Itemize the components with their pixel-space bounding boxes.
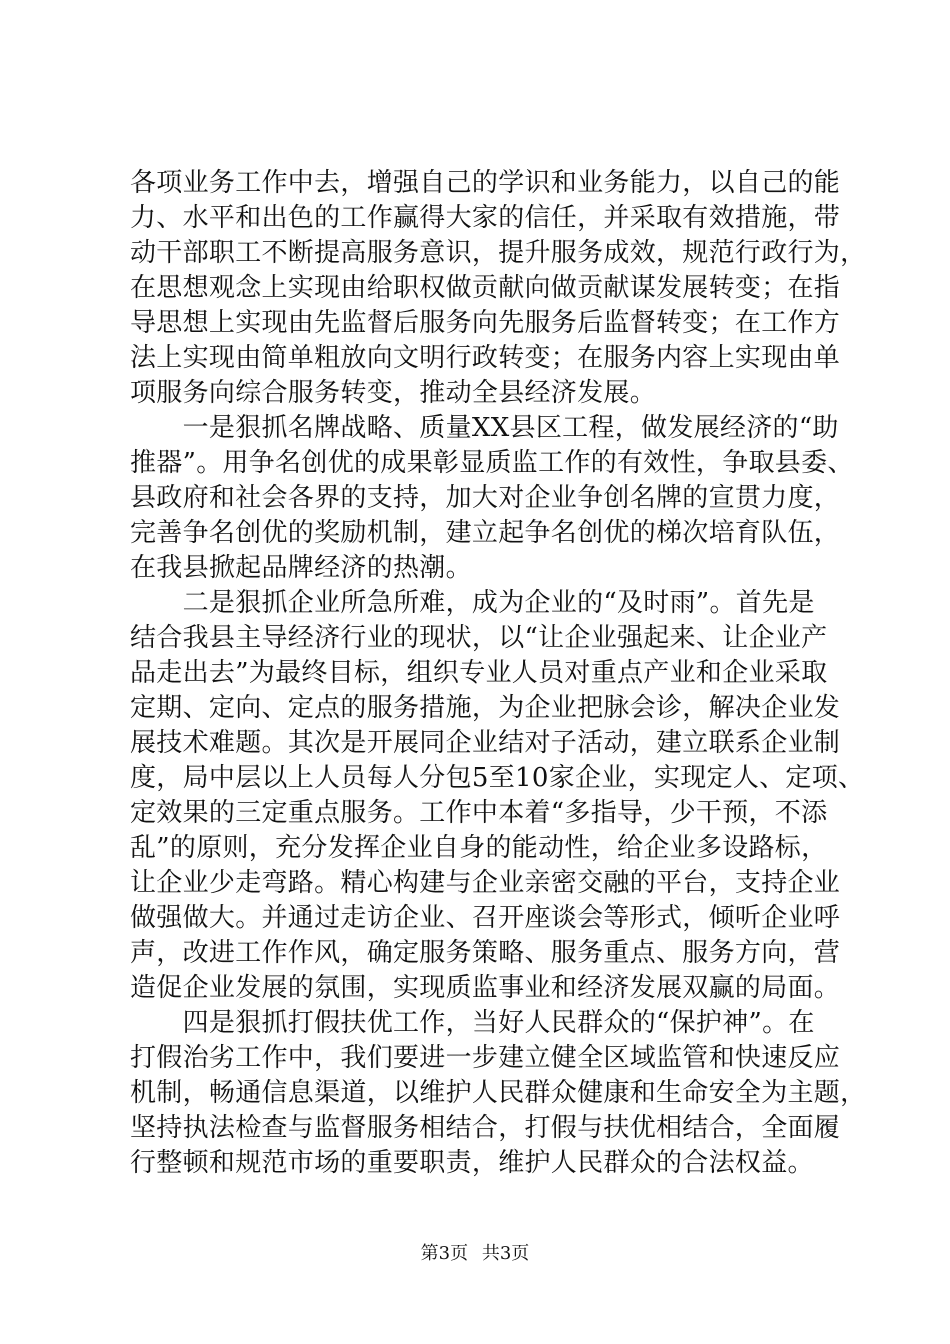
text-line: 在我县掀起品牌经济的热潮。 [130,553,472,583]
page-footer [0,1243,950,1265]
text-line: 推器”。用争名创优的成果彰显质监工作的有效性，争取县委、 [130,448,854,478]
text-line: 一是狠抓名牌战略、质量XX县区工程，做发展经济的“助 [130,413,839,443]
text-line: 行整顿和规范市场的重要职责，维护人民群众的合法权益。 [130,1148,814,1178]
text-line: 机制，畅通信息渠道，以维护人民群众健康和生命安全为主题， [130,1078,867,1108]
text-line: 各项业务工作中去，增强自己的学识和业务能力，以自己的能 [130,168,841,198]
text-line: 结合我县主导经济行业的现状，以“让企业强起来、让企业产 [130,623,828,653]
text-line: 乱”的原则，充分发挥企业自身的能动性，给企业多设路标， [130,833,828,863]
text-line: 力、水平和出色的工作赢得大家的信任，并采取有效措施，带 [130,203,841,233]
text-line: 法上实现由简单粗放向文明行政转变；在服务内容上实现由单 [130,343,841,373]
text-line: 四是狠抓打假扶优工作，当好人民群众的“保护神”。在 [130,1008,815,1038]
text-line: 完善争名创优的奖励机制，建立起争名创优的梯次培育队伍， [130,518,841,548]
text-line: 县政府和社会各界的支持，加大对企业争创名牌的宣贯力度， [130,483,841,513]
text-line: 在思想观念上实现由给职权做贡献向做贡献谋发展转变；在指 [130,273,841,303]
text-line: 打假治劣工作中，我们要进一步建立健全区域监管和快速反应 [130,1043,841,1073]
text-line: 度，局中层以上人员每人分包5至10家企业，实现定人、定项、 [130,763,865,793]
page-number: 第3页 [420,1243,469,1264]
text-line: 让企业少走弯路。精心构建与企业亲密交融的平台，支持企业 [130,868,841,898]
page-total: 共3页 [481,1243,530,1264]
text-line: 坚持执法检查与监督服务相结合，打假与扶优相结合，全面履 [130,1113,841,1143]
document-body [130,166,867,1181]
text-line: 项服务向综合服务转变，推动全县经济发展。 [130,378,657,408]
text-line: 定效果的三定重点服务。工作中本着“多指导，少干预，不添 [130,798,828,828]
text-line: 造促企业发展的氛围，实现质监事业和经济发展双赢的局面。 [130,973,841,1003]
text-line: 二是狠抓企业所急所难，成为企业的“及时雨”。首先是 [130,588,815,618]
text-line: 导思想上实现由先监督后服务向先服务后监督转变；在工作方 [130,308,841,338]
text-line: 动干部职工不断提高服务意识，提升服务成效，规范行政行为， [130,238,867,268]
text-line: 品走出去”为最终目标，组织专业人员对重点产业和企业采取 [130,658,828,688]
text-line: 做强做大。并通过走访企业、召开座谈会等形式，倾听企业呼 [130,903,841,933]
text-line: 声，改进工作作风，确定服务策略、服务重点、服务方向，营 [130,938,841,968]
text-line: 展技术难题。其次是开展同企业结对子活动，建立联系企业制 [130,728,841,758]
text-line: 定期、定向、定点的服务措施，为企业把脉会诊，解决企业发 [130,693,841,723]
